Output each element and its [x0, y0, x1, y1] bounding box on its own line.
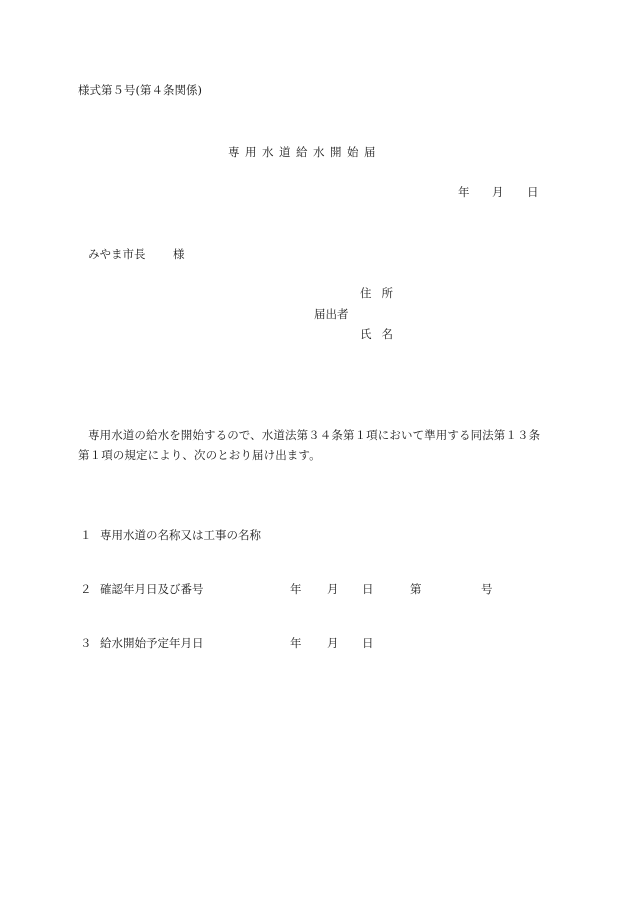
item-label: 専用水道の名称又は工事の名称 — [100, 528, 261, 542]
item-label: 確認年月日及び番号 — [100, 582, 204, 596]
date-day-label: 日 — [527, 185, 539, 199]
date-year-label: 年 — [458, 185, 470, 199]
item-number-suffix: 号 — [481, 582, 493, 596]
item-year-label: 年 — [290, 636, 302, 650]
document-title: 専用水道給水開始届 — [228, 145, 381, 159]
item-label: 給水開始予定年月日 — [100, 636, 204, 650]
body-line-1: 専用水道の給水を開始するので、水道法第３４条第１項において準用する同法第１３条 — [88, 428, 541, 442]
filer-label: 届出者 — [314, 307, 349, 321]
body-line-2: 第１項の規定により、次のとおり届け出ます。 — [78, 448, 321, 462]
item-number: １ — [80, 528, 92, 542]
addressee-honorific: 様 — [173, 247, 185, 261]
item-number-prefix: 第 — [410, 582, 422, 596]
item-month-label: 月 — [327, 636, 339, 650]
item-number: ３ — [80, 636, 92, 650]
date-month-label: 月 — [492, 185, 504, 199]
item-year-label: 年 — [290, 582, 302, 596]
item-month-label: 月 — [327, 582, 339, 596]
filer-address-label: 住所 — [360, 286, 403, 300]
item-day-label: 日 — [362, 636, 374, 650]
addressee-name: みやま市長 — [88, 247, 146, 261]
filer-name-label: 氏名 — [360, 327, 403, 341]
item-number: ２ — [80, 582, 92, 596]
item-day-label: 日 — [362, 582, 374, 596]
form-number: 様式第５号(第４条関係) — [78, 83, 202, 97]
